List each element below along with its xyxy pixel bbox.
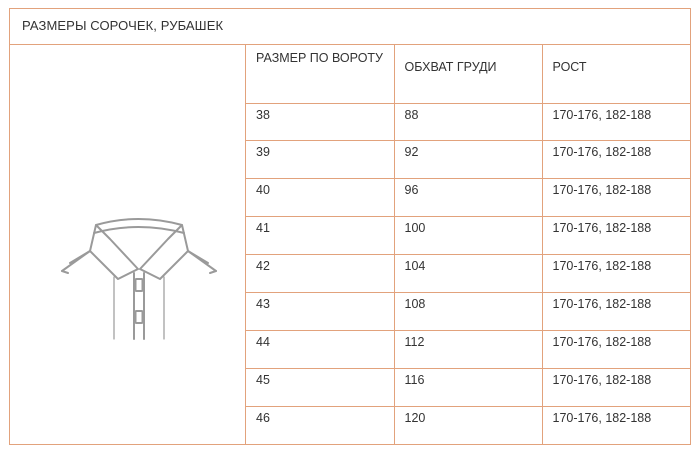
cell-collar: 39 xyxy=(246,141,394,179)
cell-height: 170-176, 182-188 xyxy=(542,179,690,217)
table-row xyxy=(246,406,690,444)
cell-height: 170-176, 182-188 xyxy=(542,103,690,141)
size-table xyxy=(246,45,690,444)
cell-chest: 96 xyxy=(394,179,542,217)
cell-chest: 108 xyxy=(394,292,542,330)
cell-collar: 42 xyxy=(246,255,394,293)
illustration-cell xyxy=(10,45,246,444)
cell-collar: 38 xyxy=(246,103,394,141)
table-header-row xyxy=(246,45,690,103)
table-row xyxy=(246,179,690,217)
table-row xyxy=(246,292,690,330)
shirt-collar-icon xyxy=(48,181,228,341)
cell-collar: 43 xyxy=(246,292,394,330)
chart-body xyxy=(10,45,690,444)
cell-collar: 41 xyxy=(246,217,394,255)
cell-chest: 104 xyxy=(394,255,542,293)
cell-chest: 120 xyxy=(394,406,542,444)
cell-chest: 100 xyxy=(394,217,542,255)
cell-chest: 92 xyxy=(394,141,542,179)
header-chest: ОБХВАТ ГРУДИ xyxy=(394,45,542,103)
cell-height: 170-176, 182-188 xyxy=(542,141,690,179)
cell-height: 170-176, 182-188 xyxy=(552,410,652,425)
cell-chest: 88 xyxy=(394,103,542,141)
cell-collar: 46 xyxy=(246,406,394,444)
table-row xyxy=(246,217,690,255)
chart-title: РАЗМЕРЫ СОРОЧЕК, РУБАШЕК xyxy=(10,9,690,45)
table-row xyxy=(246,368,690,406)
cell-height: 170-176, 182-188 xyxy=(542,217,690,255)
table-row xyxy=(246,330,690,368)
header-height: РОСТ xyxy=(542,45,690,103)
cell-height: 170-176, 182-188 xyxy=(542,292,690,330)
cell-collar: 45 xyxy=(246,368,394,406)
cell-height: 170-176, 182-188 xyxy=(542,330,690,368)
cell-chest: 112 xyxy=(394,330,542,368)
cell-collar: 44 xyxy=(246,330,394,368)
table-row xyxy=(246,103,690,141)
table-row xyxy=(246,255,690,293)
size-chart xyxy=(9,8,691,445)
cell-collar: 40 xyxy=(246,179,394,217)
cell-height: 170-176, 182-188 xyxy=(542,368,690,406)
table-row xyxy=(246,141,690,179)
cell-chest: 116 xyxy=(394,368,542,406)
cell-height: 170-176, 182-188 xyxy=(542,255,690,293)
header-collar: РАЗМЕР ПО ВОРОТУ xyxy=(246,45,394,103)
